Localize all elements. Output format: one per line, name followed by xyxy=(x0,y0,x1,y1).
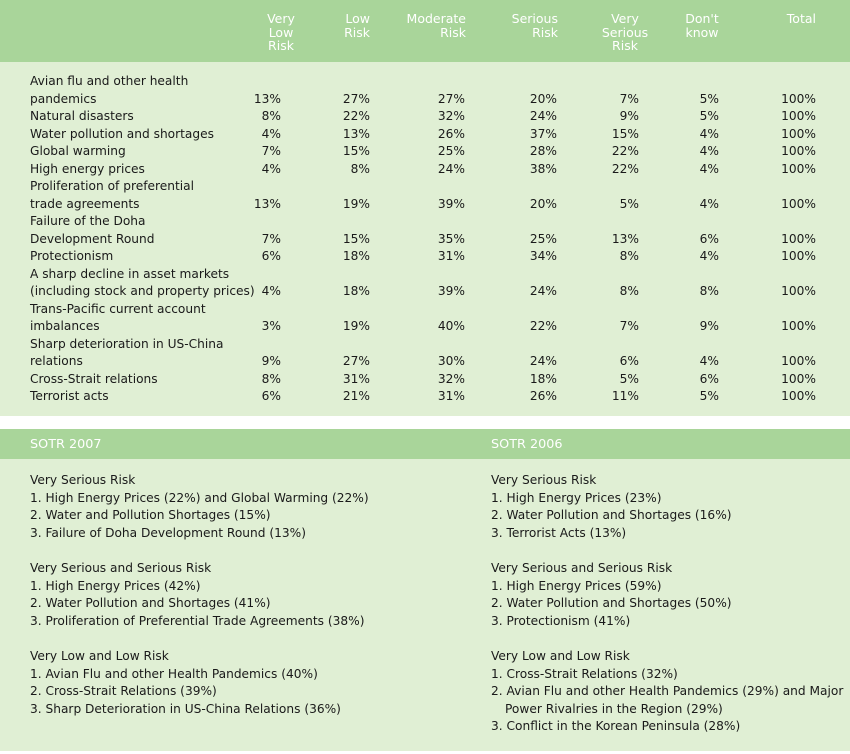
table-cell: 39% xyxy=(437,196,465,211)
table-cell: 31% xyxy=(437,389,465,403)
table-cell: 100% xyxy=(781,144,816,158)
table-cell: 19% xyxy=(342,319,370,333)
summary-group xyxy=(491,648,843,736)
table-row xyxy=(0,388,850,406)
table-cell: 25% xyxy=(529,231,557,246)
table-cell: 6% xyxy=(699,231,719,246)
table-cell: 26% xyxy=(529,389,557,403)
summary-list-item: 2. Water Pollution and Shortages (16%) xyxy=(491,508,732,523)
summary-list-item: 1. High Energy Prices (42%) xyxy=(30,578,201,593)
column-header-line: Risk xyxy=(532,24,558,40)
table-cell: 4% xyxy=(261,284,281,298)
row-label-line: High energy prices xyxy=(30,161,145,176)
table-cell: 100% xyxy=(781,249,816,263)
summary-list-item: 1. Avian Flu and other Health Pandemics (40%) xyxy=(30,666,318,681)
summary-list-item: 3. Terrorist Acts (13%) xyxy=(491,525,627,540)
table-cell: 11% xyxy=(611,389,639,403)
sotr-2007-summary xyxy=(30,472,369,736)
column-header-line: Moderate xyxy=(406,11,466,26)
column-header-line: Very xyxy=(611,11,639,26)
table-cell: 100% xyxy=(781,126,816,141)
column-header-line: Low xyxy=(345,11,370,26)
table-cell: 32% xyxy=(437,371,465,386)
row-label xyxy=(30,336,245,371)
table-cell: 27% xyxy=(342,91,370,106)
table-cell: 34% xyxy=(529,249,557,263)
table-cell: 6% xyxy=(261,249,281,263)
table-cell: 8% xyxy=(699,284,719,298)
summary-list-item: 1. High Energy Prices (23%) xyxy=(491,490,662,505)
table-row xyxy=(0,178,850,213)
table-cell: 6% xyxy=(699,371,719,386)
table-cell: 30% xyxy=(437,354,465,368)
table-cell: 5% xyxy=(619,371,639,386)
row-label-line: pandemics xyxy=(30,91,97,106)
summary-group-heading: Very Serious and Serious Risk xyxy=(491,560,673,575)
summary-group-heading: Very Low and Low Risk xyxy=(30,648,169,663)
table-cell: 8% xyxy=(261,109,281,123)
column-header-very-serious xyxy=(590,12,660,53)
table-cell: 9% xyxy=(699,319,719,333)
row-label-line: Failure of the Doha xyxy=(30,214,146,228)
table-cell: 18% xyxy=(529,371,557,386)
sotr-2007-title: SOTR 2007 xyxy=(30,437,102,452)
summary-list-item: 2. Cross-Strait Relations (39%) xyxy=(30,684,217,699)
table-cell: 22% xyxy=(529,319,557,333)
table-cell: 26% xyxy=(437,126,465,141)
column-header-line: Total xyxy=(786,11,816,26)
table-cell: 4% xyxy=(261,126,281,141)
table-row xyxy=(0,248,850,266)
row-label-line: Global warming xyxy=(30,144,126,158)
table-cell: 8% xyxy=(350,161,370,176)
table-cell: 100% xyxy=(781,91,816,106)
row-label xyxy=(30,266,255,301)
column-header-line: Serious xyxy=(511,11,558,26)
table-cell: 8% xyxy=(619,249,639,263)
table-cell: 5% xyxy=(619,196,639,211)
summary-group xyxy=(30,560,369,630)
table-cell: 100% xyxy=(781,109,816,123)
table-cell: 100% xyxy=(781,371,816,386)
table-cell: 4% xyxy=(699,161,719,176)
row-label-line: Protectionism xyxy=(30,249,114,263)
table-row xyxy=(0,161,850,179)
summary-list-item: 3. Failure of Doha Development Round (13%) xyxy=(30,525,306,540)
table-cell: 6% xyxy=(261,389,281,403)
table-cell: 27% xyxy=(342,354,370,368)
summary-list-item: Power Rivalries in the Region (29%) xyxy=(505,701,723,716)
table-cell: 100% xyxy=(781,354,816,368)
row-label-line: Avian flu and other health xyxy=(30,74,189,88)
table-cell: 4% xyxy=(261,161,281,176)
table-cell: 100% xyxy=(781,196,816,211)
column-header-line: Don't xyxy=(685,11,719,26)
table-cell: 4% xyxy=(699,354,719,368)
table-cell: 18% xyxy=(342,284,370,298)
row-label xyxy=(30,388,245,406)
table-cell: 4% xyxy=(699,126,719,141)
table-cell: 38% xyxy=(529,161,557,176)
table-row xyxy=(0,266,850,301)
table-cell: 22% xyxy=(611,161,639,176)
column-header-line: Risk xyxy=(440,24,466,40)
table-cell: 100% xyxy=(781,231,816,246)
sotr-2006-title: SOTR 2006 xyxy=(491,437,563,452)
table-cell: 32% xyxy=(437,109,465,123)
table-cell: 15% xyxy=(342,144,370,158)
table-row xyxy=(0,143,850,161)
summary-group xyxy=(491,472,843,542)
table-cell: 31% xyxy=(437,249,465,263)
table-cell: 40% xyxy=(437,319,465,333)
summary-list-item: 3. Conflict in the Korean Peninsula (28%) xyxy=(491,719,741,734)
row-label-line: A sharp decline in asset markets xyxy=(30,266,230,281)
column-header-line: Risk xyxy=(612,38,638,53)
table-cell: 9% xyxy=(261,354,281,368)
row-label-line: imbalances xyxy=(30,319,100,333)
summary-group-heading: Very Serious Risk xyxy=(30,473,136,487)
sotr-2006-summary xyxy=(491,472,843,754)
row-label-line: relations xyxy=(30,354,83,368)
table-cell: 9% xyxy=(619,109,639,123)
column-header-very-low xyxy=(256,12,306,53)
column-header-line: Very xyxy=(267,11,295,26)
table-cell: 31% xyxy=(342,371,370,386)
row-label-line: Proliferation of preferential xyxy=(30,179,194,193)
row-label-line: Trans-Pacific current account xyxy=(30,301,206,316)
table-cell: 24% xyxy=(437,161,465,176)
table-cell: 15% xyxy=(342,231,370,246)
table-row xyxy=(0,126,850,144)
row-label xyxy=(30,213,245,248)
summary-group-heading: Very Low and Low Risk xyxy=(491,648,630,663)
summary-list-item: 3. Proliferation of Preferential Trade Agreements (38%) xyxy=(30,613,365,628)
table-row xyxy=(0,108,850,126)
table-cell: 27% xyxy=(437,91,465,106)
table-cell: 5% xyxy=(699,91,719,106)
table-cell: 18% xyxy=(342,249,370,263)
table-cell: 5% xyxy=(699,389,719,403)
row-label-line: Development Round xyxy=(30,231,155,246)
table-cell: 3% xyxy=(261,319,281,333)
row-label-line: Natural disasters xyxy=(30,109,134,123)
table-cell: 8% xyxy=(261,371,281,386)
summary-group-heading: Very Serious Risk xyxy=(491,473,597,487)
table-cell: 13% xyxy=(342,126,370,141)
table-cell: 24% xyxy=(529,109,557,123)
table-cell: 100% xyxy=(781,389,816,403)
summary-group xyxy=(491,560,843,630)
row-label xyxy=(30,178,245,213)
summary-group xyxy=(30,472,369,542)
table-cell: 4% xyxy=(699,249,719,263)
summary-list-item: 1. High Energy Prices (22%) and Global Warming (22%) xyxy=(30,490,369,505)
summary-list-item: 1. High Energy Prices (59%) xyxy=(491,578,662,593)
table-cell: 100% xyxy=(781,161,816,176)
column-header-line: Risk xyxy=(268,38,294,53)
row-label xyxy=(30,143,245,161)
table-cell: 22% xyxy=(611,144,639,158)
table-cell: 28% xyxy=(529,144,557,158)
summary-list-item: 2. Water Pollution and Shortages (50%) xyxy=(491,596,732,611)
row-label xyxy=(30,126,245,144)
table-cell: 22% xyxy=(342,109,370,123)
column-header-line: Serious xyxy=(601,24,649,40)
summary-list-item: 2. Water and Pollution Shortages (15%) xyxy=(30,508,271,523)
summary-list-item: 3. Sharp Deterioration in US-China Relations (36%) xyxy=(30,701,341,716)
column-header-line: Low xyxy=(268,24,294,40)
summary-list-item: 2. Avian Flu and other Health Pandemics (29%) and Major xyxy=(491,684,844,699)
summary-header xyxy=(0,429,850,459)
table-cell: 13% xyxy=(253,91,281,106)
summary-list-item: 3. Protectionism (41%) xyxy=(491,613,631,628)
row-label-line: (including stock and property prices) xyxy=(30,284,255,298)
row-label-line: trade agreements xyxy=(30,196,140,211)
table-cell: 7% xyxy=(619,91,639,106)
table-cell: 39% xyxy=(437,284,465,298)
table-cell: 100% xyxy=(781,284,816,298)
table-row xyxy=(0,73,850,108)
column-header-line: Risk xyxy=(344,24,370,40)
column-header-total xyxy=(770,12,816,26)
table-row xyxy=(0,371,850,389)
column-header-line: know xyxy=(685,24,719,40)
table-cell: 20% xyxy=(529,91,557,106)
table-row xyxy=(0,213,850,248)
table-cell: 7% xyxy=(261,231,281,246)
table-cell: 20% xyxy=(529,196,557,211)
column-header-serious xyxy=(500,12,558,39)
table-cell: 13% xyxy=(611,231,639,246)
table-cell: 5% xyxy=(699,109,719,123)
table-row xyxy=(0,301,850,336)
summary-list-item: 1. Cross-Strait Relations (32%) xyxy=(491,666,678,681)
column-header-dont-know xyxy=(677,12,727,39)
table-cell: 6% xyxy=(619,354,639,368)
table-cell: 4% xyxy=(699,196,719,211)
column-header-moderate xyxy=(396,12,466,39)
row-label xyxy=(30,248,245,266)
summary-list-item: 2. Water Pollution and Shortages (41%) xyxy=(30,596,271,611)
table-cell: 35% xyxy=(437,231,465,246)
table-cell: 19% xyxy=(342,196,370,211)
row-label-line: Cross-Strait relations xyxy=(30,371,158,386)
row-label-line: Water pollution and shortages xyxy=(30,126,214,141)
row-label xyxy=(30,108,245,126)
table-cell: 7% xyxy=(261,144,281,158)
row-label-line: Sharp deterioration in US-China xyxy=(30,336,224,351)
row-label xyxy=(30,301,245,336)
row-label xyxy=(30,73,245,108)
table-row xyxy=(0,336,850,371)
table-cell: 24% xyxy=(529,284,557,298)
table-cell: 7% xyxy=(619,319,639,333)
table-cell: 25% xyxy=(437,144,465,158)
row-label-line: Terrorist acts xyxy=(30,389,109,403)
table-cell: 8% xyxy=(619,284,639,298)
table-cell: 15% xyxy=(611,126,639,141)
column-header-low xyxy=(330,12,370,39)
summary-group-heading: Very Serious and Serious Risk xyxy=(30,560,212,575)
table-cell: 24% xyxy=(529,354,557,368)
summary-group xyxy=(30,648,369,718)
row-label xyxy=(30,161,245,179)
table-cell: 37% xyxy=(529,126,557,141)
table-cell: 100% xyxy=(781,319,816,333)
table-cell: 4% xyxy=(699,144,719,158)
table-cell: 21% xyxy=(342,389,370,403)
row-label xyxy=(30,371,245,389)
table-cell: 13% xyxy=(253,196,281,211)
